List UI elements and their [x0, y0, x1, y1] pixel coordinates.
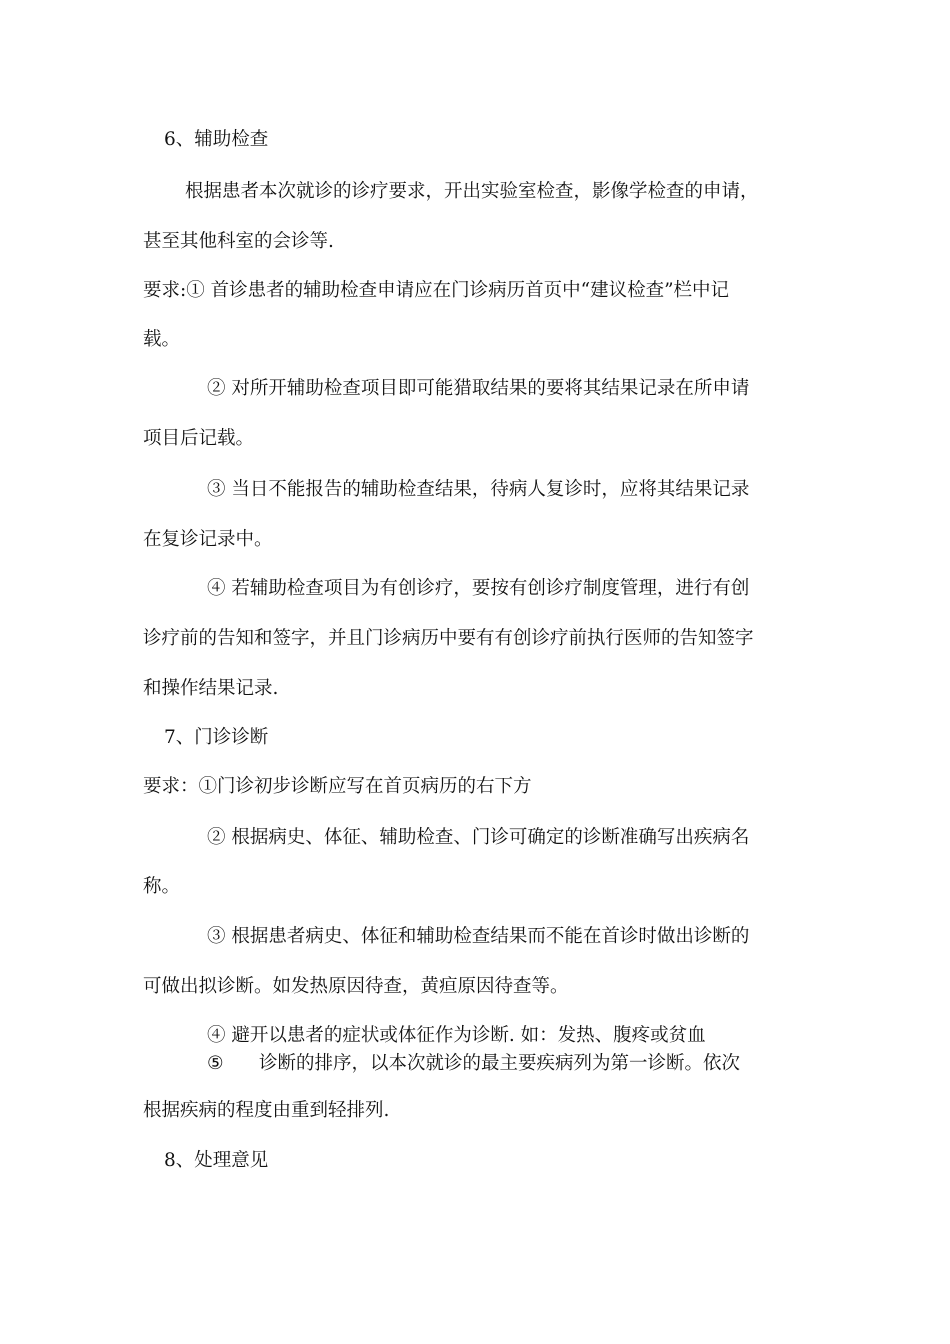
section-6-intro-line-1: 根据患者本次就诊的诊疗要求，开出实验室检查，影像学检查的申请， [185, 181, 759, 202]
section-7-requirement-5-line-2: 根据疾病的程度由重到轻排列. [143, 1100, 390, 1121]
section-7-requirement-3-line-2: 可做出拟诊断。如发热原因待查，黄疸原因待查等。 [143, 976, 569, 997]
requirement-5-text: 诊断的排序，以本次就诊的最主要疾病列为第一诊断。依次 [259, 1053, 741, 1074]
section-7-requirement-1: 要求：①门诊初步诊断应写在首页病历的右下方 [143, 776, 532, 797]
section-6-requirement-2-line-1: ② 对所开辅助检查项目即可能猎取结果的要将其结果记录在所申请 [207, 378, 750, 399]
section-6-intro-line-2: 甚至其他科室的会诊等. [143, 231, 334, 252]
section-6-requirement-4-line-2: 诊疗前的告知和签字，并且门诊病历中要有有创诊疗前执行医师的告知签字 [143, 628, 754, 649]
requirement-5-number: ⑤ [207, 1053, 224, 1074]
section-7-requirement-3-line-1: ③ 根据患者病史、体征和辅助检查结果而不能在首诊时做出诊断的 [207, 926, 750, 947]
section-7-requirement-2-line-2: 称。 [143, 876, 181, 897]
section-6-requirement-1-line-2: 载。 [143, 329, 181, 350]
section-7-requirement-4: ④ 避开以患者的症状或体征作为诊断. 如：发热、腹疼或贫血 [207, 1025, 706, 1046]
section-6-requirement-1-line-1: 要求:① 首诊患者的辅助检查申请应在门诊病历首页中“建议检查”栏中记 [143, 280, 730, 301]
section-6-heading: 6、辅助检查 [164, 129, 269, 150]
section-7-requirement-5-line-1 [207, 1052, 740, 1076]
section-6-requirement-4-line-1: ④ 若辅助检查项目为有创诊疗，要按有创诊疗制度管理，进行有创 [207, 578, 750, 599]
section-8-heading: 8、处理意见 [164, 1150, 269, 1171]
section-7-heading: 7、门诊诊断 [164, 727, 269, 748]
section-6-requirement-3-line-2: 在复诊记录中。 [143, 529, 273, 550]
section-6-requirement-3-line-1: ③ 当日不能报告的辅助检查结果，待病人复诊时，应将其结果记录 [207, 479, 750, 500]
section-6-requirement-2-line-2: 项目后记载。 [143, 428, 255, 449]
section-7-requirement-2-line-1: ② 根据病史、体征、辅助检查、门诊可确定的诊断准确写出疾病名 [207, 827, 750, 848]
section-6-requirement-4-line-3: 和操作结果记录. [143, 678, 279, 699]
